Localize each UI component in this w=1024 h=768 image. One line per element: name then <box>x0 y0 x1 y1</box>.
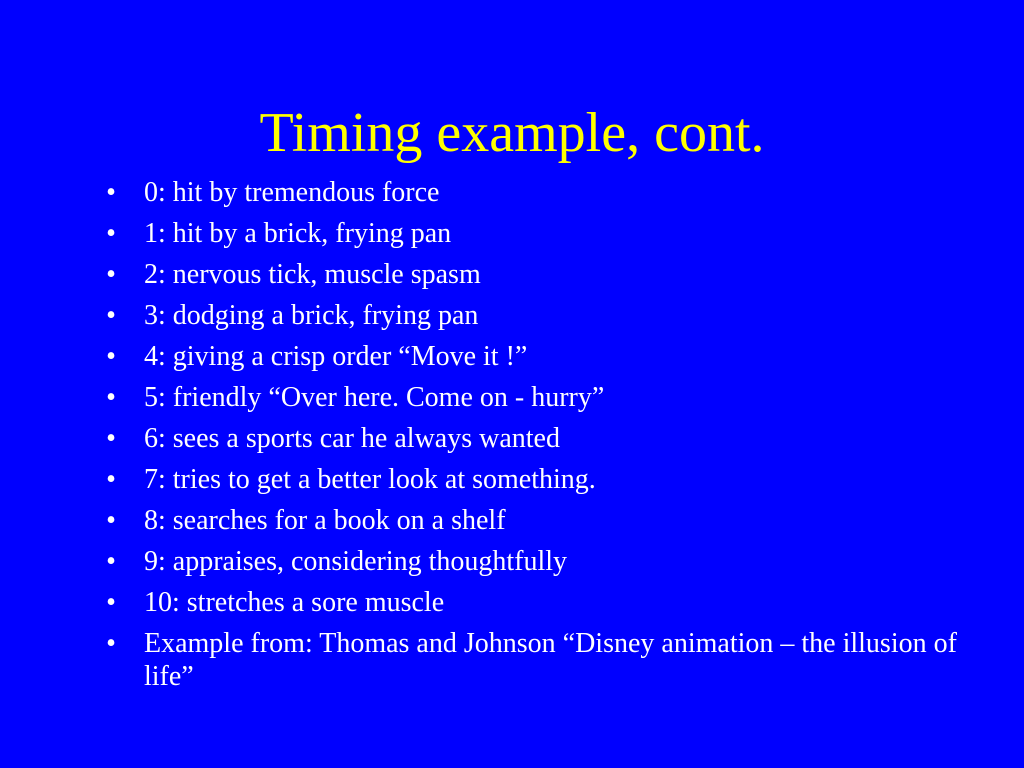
bullet-text: Example from: Thomas and Johnson “Disney animation – the illusion of life” <box>144 628 957 692</box>
bullet-icon: • <box>106 382 116 413</box>
bullet-text: 10: stretches a sore muscle <box>144 587 445 618</box>
bullet-icon: • <box>106 300 116 331</box>
bullet-item <box>100 299 1000 332</box>
bullet-item <box>100 176 1000 209</box>
slide-title: Timing example, cont. <box>259 102 765 164</box>
bullet-item <box>100 258 1000 291</box>
bullet-text: 9: appraises, considering thoughtfully <box>144 546 568 577</box>
bullet-item <box>100 504 1000 537</box>
bullet-item <box>100 217 1000 250</box>
bullet-icon: • <box>106 505 116 536</box>
bullet-text: 4: giving a crisp order “Move it !” <box>144 341 528 372</box>
bullet-text: 5: friendly “Over here. Come on - hurry” <box>144 382 605 413</box>
bullet-icon: • <box>106 177 116 208</box>
bullet-text: 0: hit by tremendous force <box>144 177 440 208</box>
bullet-icon: • <box>106 218 116 249</box>
bullet-icon: • <box>106 341 116 372</box>
bullet-icon: • <box>106 259 116 290</box>
bullet-icon: • <box>106 546 116 577</box>
bullet-text: 8: searches for a book on a shelf <box>144 505 506 536</box>
bullet-item <box>100 586 1000 619</box>
bullet-item <box>100 545 1000 578</box>
bullet-text: 2: nervous tick, muscle spasm <box>144 259 481 290</box>
bullet-item <box>100 422 1000 455</box>
bullet-text: 6: sees a sports car he always wanted <box>144 423 560 454</box>
bullet-item <box>100 381 1000 414</box>
bullet-item <box>100 463 1000 496</box>
bullet-item <box>100 627 1000 693</box>
bullet-text: 3: dodging a brick, frying pan <box>144 300 479 331</box>
bullet-list <box>100 176 1000 701</box>
bullet-text: 7: tries to get a better look at something. <box>144 464 596 495</box>
bullet-icon: • <box>106 587 116 618</box>
bullet-text: 1: hit by a brick, frying pan <box>144 218 452 249</box>
bullet-icon: • <box>106 464 116 495</box>
bullet-icon: • <box>106 628 116 659</box>
bullet-icon: • <box>106 423 116 454</box>
bullet-item <box>100 340 1000 373</box>
